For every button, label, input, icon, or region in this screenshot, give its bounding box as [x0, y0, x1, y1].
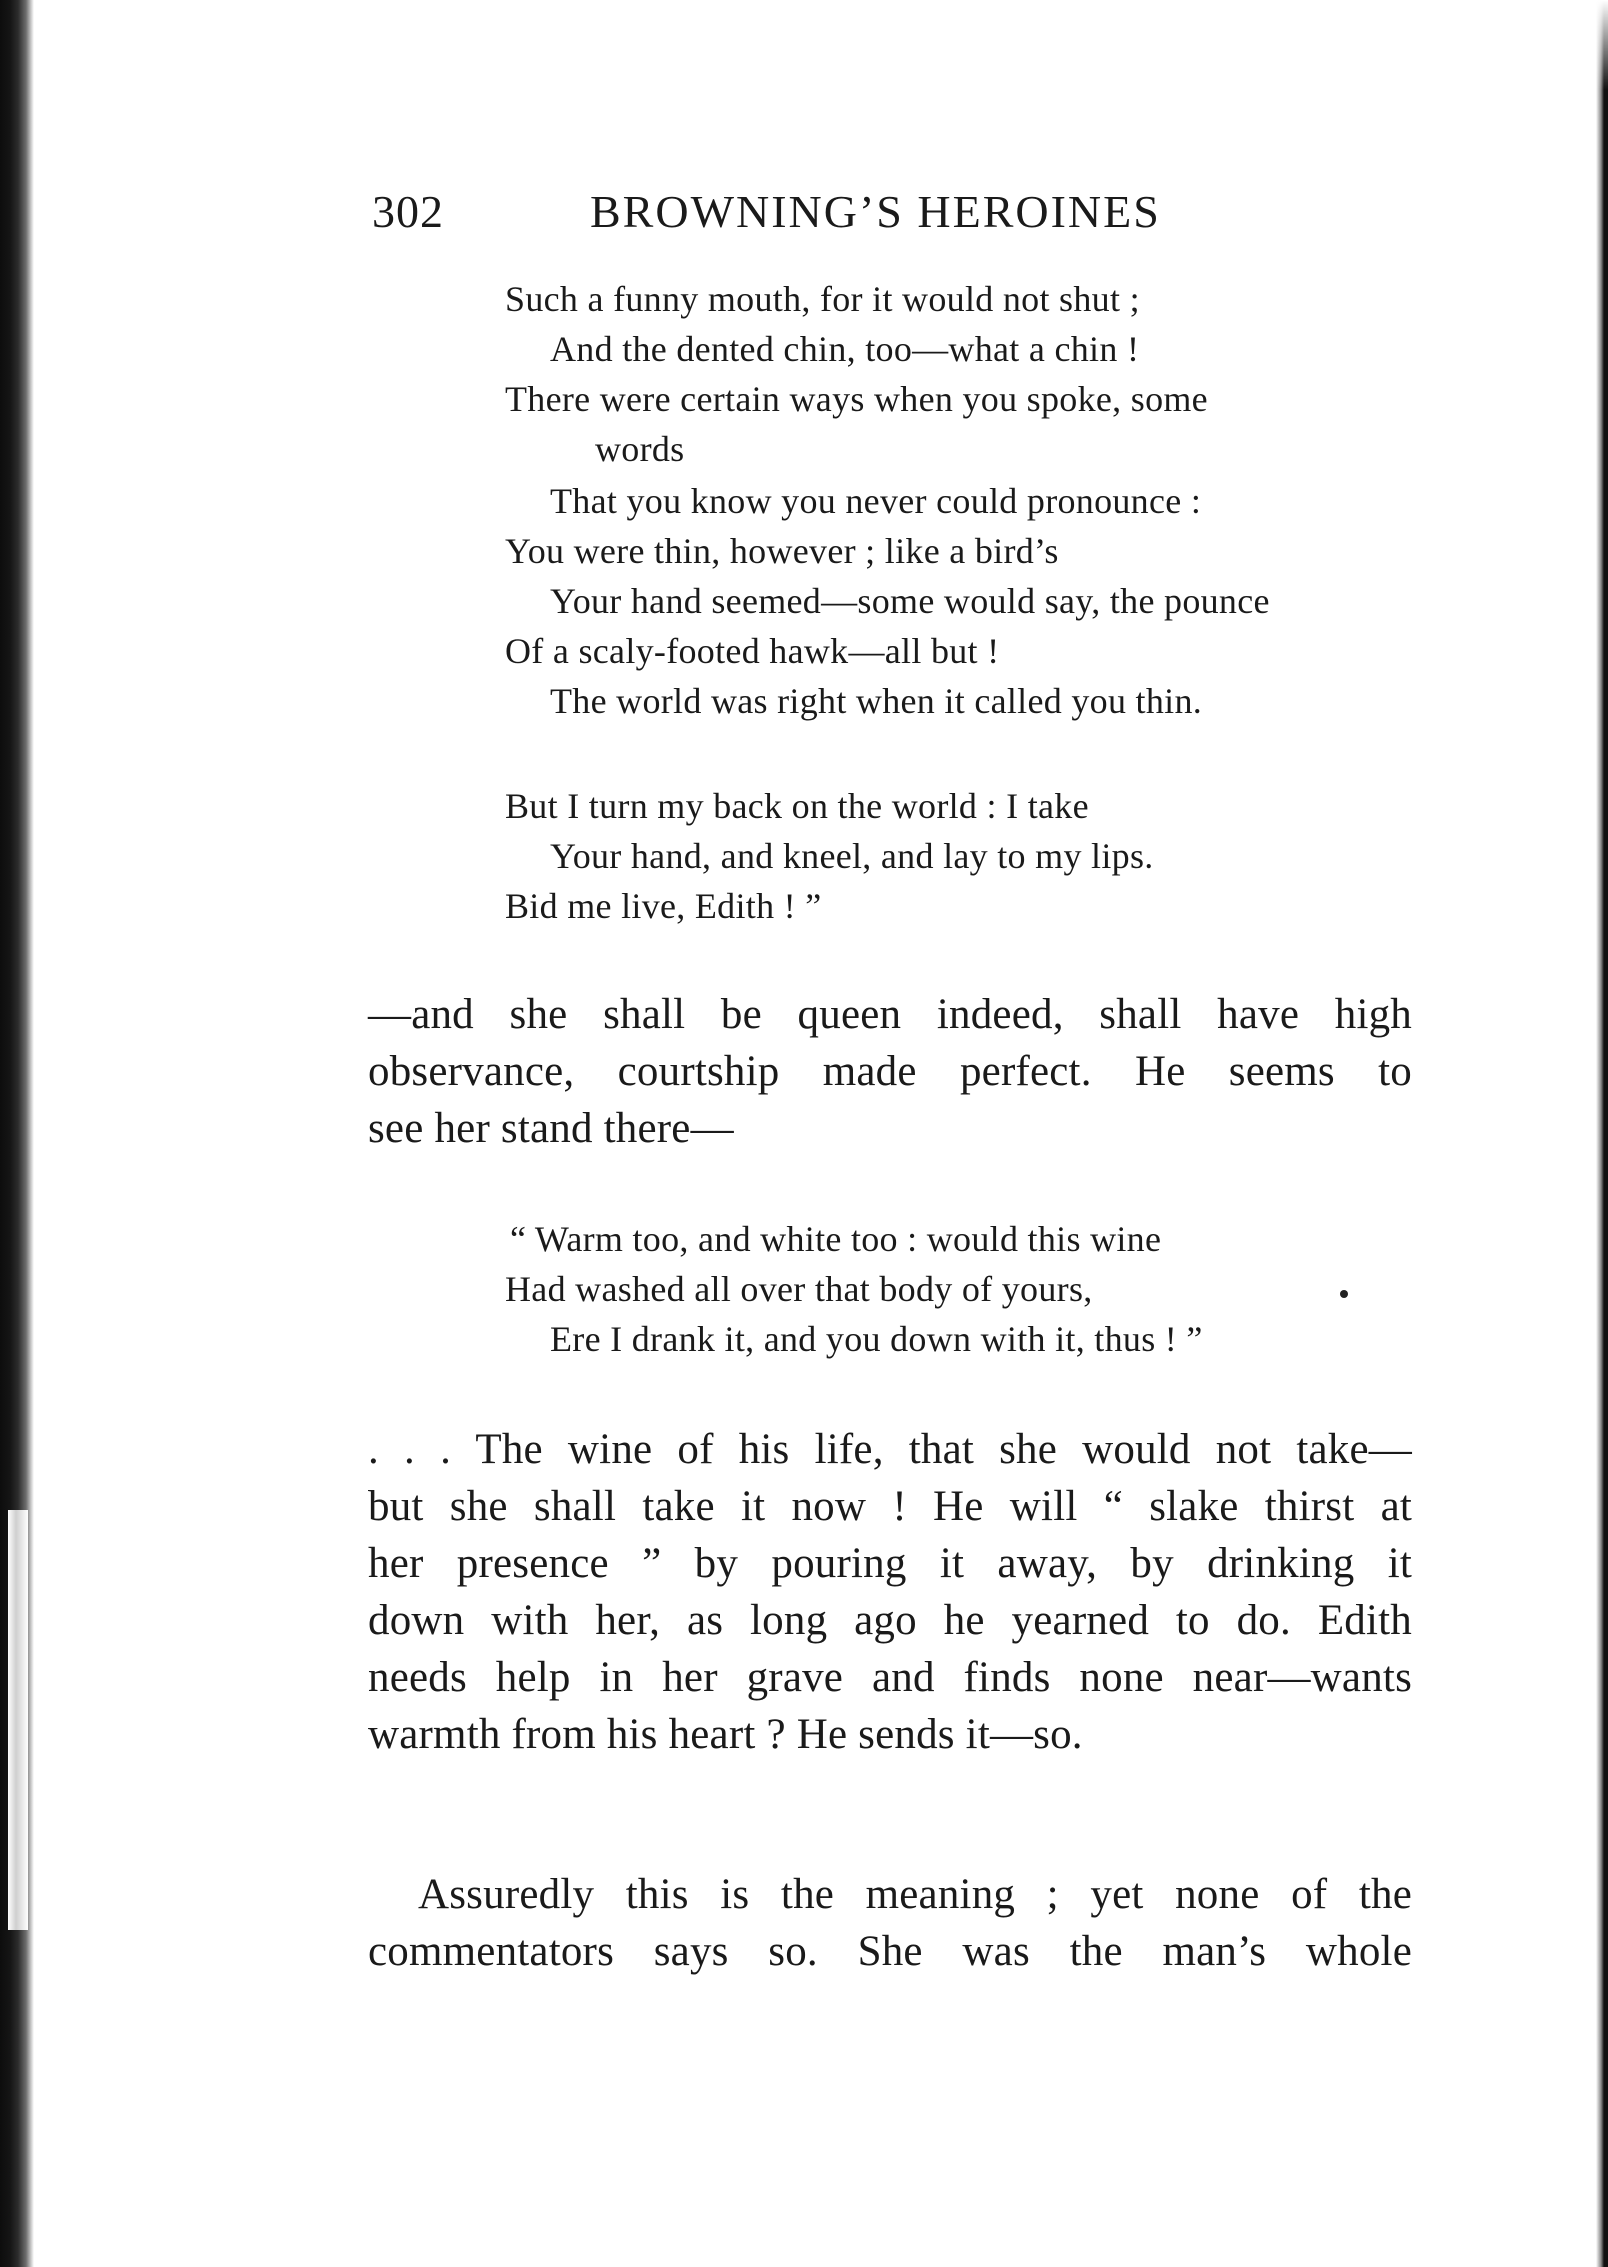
page-number: 302 [372, 186, 444, 237]
verse-line: Your hand, and kneel, and lay to my lips. [550, 836, 1154, 876]
verse-line: “ Warm too, and white too : would this wine [510, 1219, 1162, 1259]
verse-line: Had washed all over that body of yours, [505, 1269, 1093, 1309]
page-edge-fade [1596, 0, 1608, 90]
verse-line: But I turn my back on the world : I take [505, 786, 1089, 826]
prose-line: . . . The wine of his life, that she would not take— [368, 1426, 1412, 1473]
page-edge [1596, 0, 1608, 2267]
prose-line: see her stand there— [368, 1105, 734, 1152]
ink-speck [1340, 1290, 1348, 1298]
prose-line: observance, courtship made perfect. He seems to [368, 1048, 1412, 1095]
verse-line: That you know you never could pronounce : [550, 481, 1202, 521]
prose-line: —and she shall be queen indeed, shall have high [368, 991, 1412, 1038]
verse-line: There were certain ways when you spoke, some [505, 379, 1208, 419]
verse-line: You were thin, however ; like a bird’s [505, 531, 1059, 571]
verse-line: Ere I drank it, and you down with it, thus ! ” [550, 1319, 1203, 1359]
verse-line: Your hand seemed—some would say, the pounce [550, 581, 1270, 621]
prose-line: needs help in her grave and finds none near—wants [368, 1654, 1412, 1701]
prose-line: Assuredly this is the meaning ; yet none of the [418, 1871, 1412, 1918]
running-title: BROWNING’S HEROINES [590, 186, 1161, 237]
running-header [372, 185, 1404, 245]
verse-line: Bid me live, Edith ! ” [505, 886, 822, 926]
prose-line: down with her, as long ago he yearned to do. Edith [368, 1597, 1412, 1644]
prose-line: but she shall take it now ! He will “ slake thirst at [368, 1483, 1412, 1530]
verse-line: Such a funny mouth, for it would not shut ; [505, 279, 1140, 319]
verse-line: Of a scaly-footed hawk—all but ! [505, 631, 1000, 671]
verse-line: And the dented chin, too—what a chin ! [550, 329, 1140, 369]
verse-line: words [595, 429, 685, 469]
prose-line: commentators says so. She was the man’s whole [368, 1928, 1412, 1975]
prose-line: her presence ” by pouring it away, by drinking it [368, 1540, 1412, 1587]
binding-edge-fade [8, 1510, 28, 1930]
prose-line: warmth from his heart ? He sends it—so. [368, 1711, 1083, 1758]
verse-line: The world was right when it called you thin. [550, 681, 1203, 721]
